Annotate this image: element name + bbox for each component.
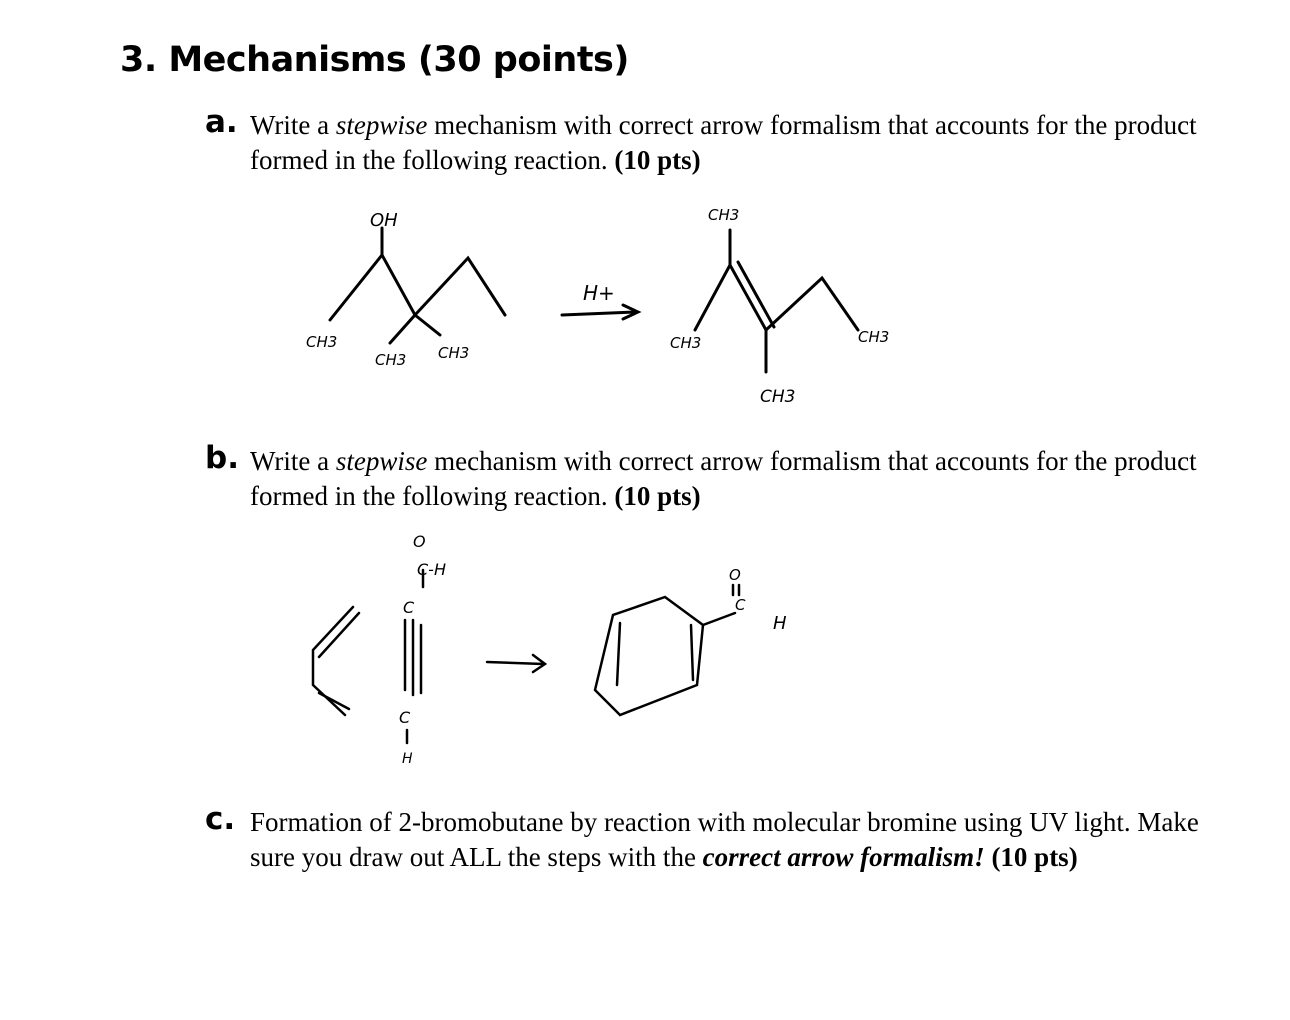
question-letter: a.	[205, 104, 238, 140]
hydrogen-label: H	[402, 751, 413, 767]
ch3-label: CH3	[760, 387, 796, 407]
aldehyde-ch-label: C-H	[417, 560, 446, 579]
question-text	[250, 805, 1225, 875]
question-letter: b.	[205, 440, 239, 476]
ch3-label: CH3	[670, 334, 702, 352]
text-part: Write a	[250, 446, 336, 476]
text-part: mechanism with correct arrow formalism that accounts for the product formed in the following reaction.	[250, 446, 1197, 511]
carbon-label: C	[403, 598, 415, 617]
points-label: (10 pts)	[614, 481, 701, 511]
carbon-label: C	[735, 596, 746, 614]
oxygen-label: O	[729, 566, 741, 584]
page-title: 3. Mechanisms (30 points)	[120, 40, 629, 80]
ch3-label: CH3	[375, 351, 407, 369]
carbon-label: C	[399, 708, 411, 727]
text-part: mechanism with correct arrow formalism that accounts for the product formed in the following reaction.	[250, 110, 1197, 175]
reagent-label: H+	[583, 281, 615, 305]
oh-label: OH	[370, 210, 398, 231]
ch3-label: CH3	[306, 333, 338, 351]
ch3-label: CH3	[708, 206, 740, 224]
points-label: (10 pts)	[984, 842, 1078, 872]
hydrogen-label: H	[773, 613, 787, 634]
points-label: (10 pts)	[614, 145, 701, 175]
question-text	[250, 444, 1205, 514]
question-letter: c.	[205, 801, 236, 837]
ch3-label: CH3	[438, 344, 470, 362]
emphasis-text: stepwise	[335, 110, 428, 140]
text-part: Write a	[250, 110, 336, 140]
ch3-label: CH3	[858, 328, 890, 346]
reaction-a-drawing	[290, 190, 930, 420]
emphasis-text: correct arrow formalism!	[702, 842, 985, 872]
reaction-b-drawing	[295, 525, 815, 775]
oxygen-label: O	[413, 532, 426, 551]
emphasis-text: stepwise	[335, 446, 428, 476]
question-text	[250, 108, 1205, 178]
text-part: Formation of 2-bromobutane by reaction with molecular bromine using UV light. Make sure you draw out ALL the steps with the	[250, 807, 1199, 872]
